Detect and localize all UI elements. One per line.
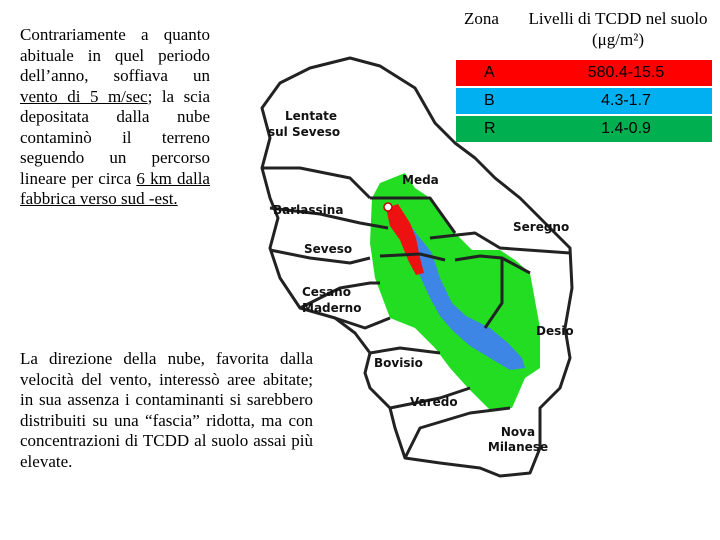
legend-zona-header: Zona — [464, 9, 499, 28]
label-meda: Meda — [402, 173, 439, 187]
intro-paragraph — [20, 25, 210, 210]
label-lentate: Lentate — [285, 109, 338, 123]
label-barlassina: Barlassina — [273, 203, 344, 217]
direction-paragraph: La direzione della nube, favorita dalla velocità del vento, interessò aree abitate; in sua assenza i contaminanti si sarebbero distribuiti su una “fascia” ridotta, ma con concentrazioni di TCDD al suolo assai più elevate. — [20, 349, 313, 471]
legend-zone-value: 4.3-1.7 — [601, 92, 651, 109]
label-nova-2: Milanese — [487, 440, 549, 454]
seveso-area-map — [240, 28, 580, 498]
wind-speed-text: vento di 5 m/sec — [20, 86, 148, 106]
legend-zone-label: A — [484, 64, 495, 81]
label-cesano-2: Maderno — [302, 301, 362, 315]
label-desio: Desio — [536, 324, 574, 338]
label-nova: Nova — [500, 425, 536, 439]
legend-levels-header: Livelli di TCDD nel suolo (μg/m²) — [528, 9, 708, 49]
icmesa-factory-marker — [384, 203, 392, 211]
intro-text-2: ; la scia depositata dalla nube contaminò il terreno seguendo un percorso lineare per circa — [20, 86, 210, 188]
intro-text-1: Contrariamente a quanto abituale in quel periodo dell’anno, soffiava un — [20, 25, 210, 85]
label-bovisio: Bovisio — [374, 356, 423, 370]
legend-zone-value: 1.4-0.9 — [601, 120, 651, 137]
label-seregno: Seregno — [513, 220, 570, 234]
label-seveso: Seveso — [304, 242, 353, 256]
legend-zone-label: B — [484, 92, 495, 109]
label-varedo: Varedo — [410, 395, 458, 409]
distance-text: 6 km dalla fabbrica verso sud -est. — [20, 168, 210, 208]
legend-zone-value: 580.4-15.5 — [587, 64, 665, 81]
label-cesano: Cesano — [302, 285, 351, 299]
legend-zone-label: R — [484, 120, 496, 137]
label-lentate-2: sul Seveso — [268, 125, 341, 139]
